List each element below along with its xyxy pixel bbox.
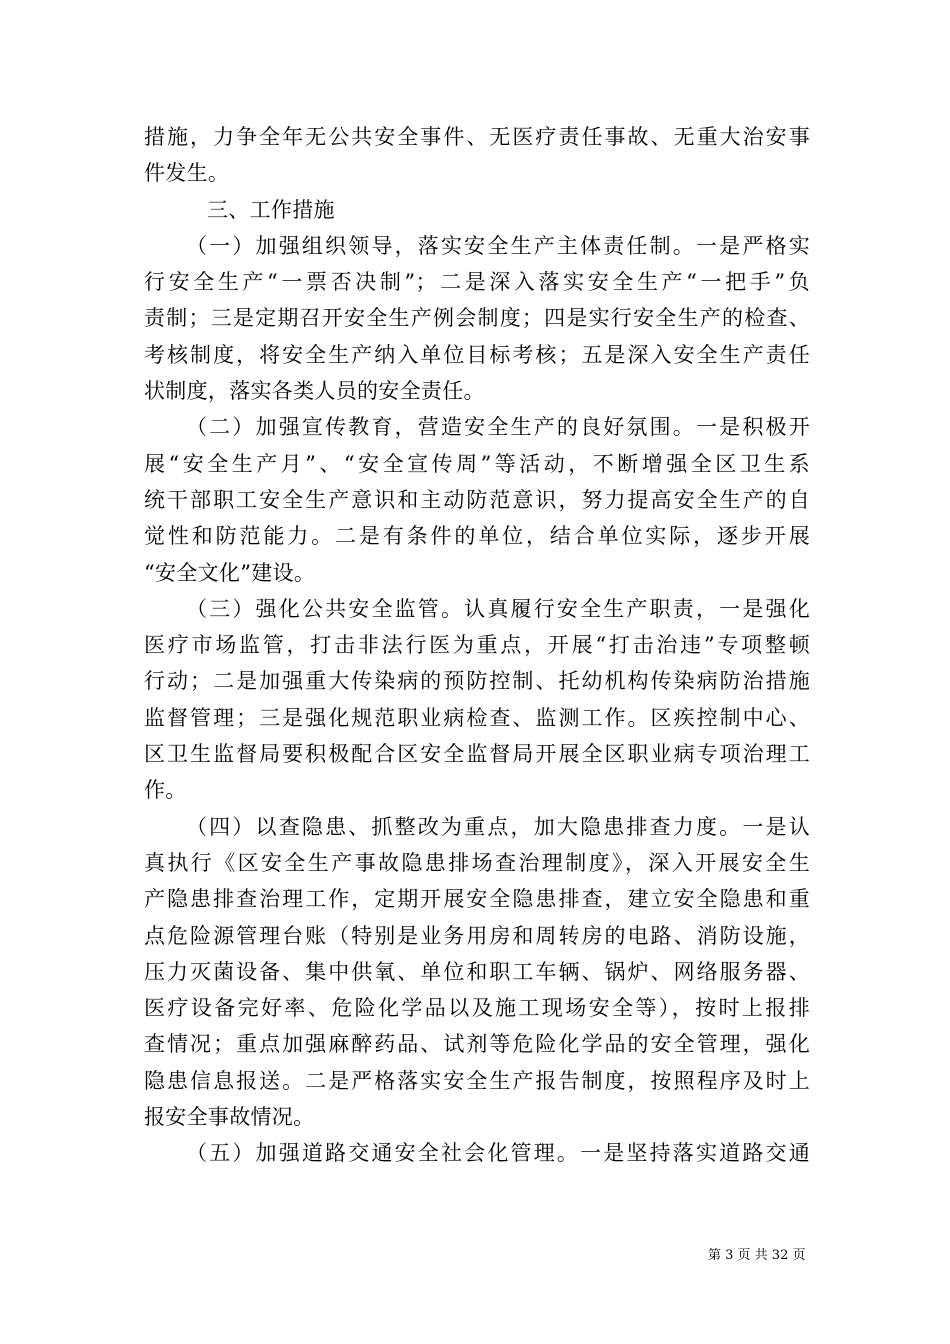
- text-line: （二）加强宣传教育，营造安全生产的良好氛围。一是积极开: [186, 415, 810, 440]
- text-line: 状制度，落实各类人员的安全责任。: [144, 379, 485, 404]
- text-line: （一）加强组织领导，落实安全生产主体责任制。一是严格实: [186, 233, 810, 258]
- text-line: 医疗市场监管，打击非法行医为重点，开展“打击治违”专项整顿: [144, 633, 810, 658]
- text-line: 查情况；重点加强麻醉药品、试剂等危险化学品的安全管理，强化: [144, 1032, 810, 1057]
- text-line: （三）强化公共安全监管。认真履行安全生产职责，一是强化: [186, 596, 810, 621]
- text-line: 作。: [144, 778, 187, 803]
- text-line: 责制；三是定期召开安全生产例会制度；四是实行安全生产的检查、: [144, 306, 810, 331]
- text-line: “安全文化”建设。: [144, 560, 316, 585]
- text-line: 真执行《区安全生产事故隐患排场查治理制度》，深入开展安全生: [144, 850, 810, 875]
- text-line: 点危险源管理台账（特别是业务用房和周转房的电路、消防设施，: [144, 923, 810, 948]
- page-number-footer: 第 3 页 共 32 页: [708, 1248, 806, 1263]
- document-body: [144, 119, 810, 1172]
- text-line: 监督管理；三是强化规范职业病检查、监测工作。区疾控制中心、: [144, 705, 810, 730]
- text-line: 行动；二是加强重大传染病的预防控制、托幼机构传染病防治措施: [144, 669, 810, 694]
- text-line: 件发生。: [144, 161, 230, 186]
- text-line: 医疗设备完好率、危险化学品以及施工现场安全等），按时上报排: [144, 996, 810, 1021]
- text-line: 区卫生监督局要积极配合区安全监督局开展全区职业病专项治理工: [144, 742, 810, 767]
- text-line: （四）以查隐患、抓整改为重点，加大隐患排查力度。一是认: [186, 814, 810, 839]
- text-line: 展“安全生产月”、“安全宣传周”等活动，不断增强全区卫生系: [144, 451, 810, 476]
- text-line: 措施，力争全年无公共安全事件、无医疗责任事故、无重大治安事: [144, 125, 810, 149]
- text-line: （五）加强道路交通安全社会化管理。一是坚持落实道路交通: [186, 1141, 810, 1166]
- text-line: 压力灭菌设备、集中供氧、单位和职工车辆、锅炉、网络服务器、: [144, 959, 810, 984]
- text-line: 行安全生产“一票否决制”；二是深入落实安全生产“一把手”负: [144, 270, 810, 295]
- section-heading: 三、工作措施: [207, 197, 335, 222]
- text-line: 觉性和防范能力。二是有条件的单位，结合单位实际，逐步开展: [144, 524, 810, 549]
- text-line: 统干部职工安全生产意识和主动防范意识，努力提高安全生产的自: [144, 487, 810, 512]
- text-line: 产隐患排查治理工作，定期开展安全隐患排查，建立安全隐患和重: [144, 887, 810, 912]
- text-line: 隐患信息报送。二是严格落实安全生产报告制度，按照程序及时上: [144, 1068, 810, 1093]
- text-line: 考核制度，将安全生产纳入单位目标考核；五是深入安全生产责任: [144, 342, 810, 367]
- text-line: 报安全事故情况。: [144, 1105, 315, 1130]
